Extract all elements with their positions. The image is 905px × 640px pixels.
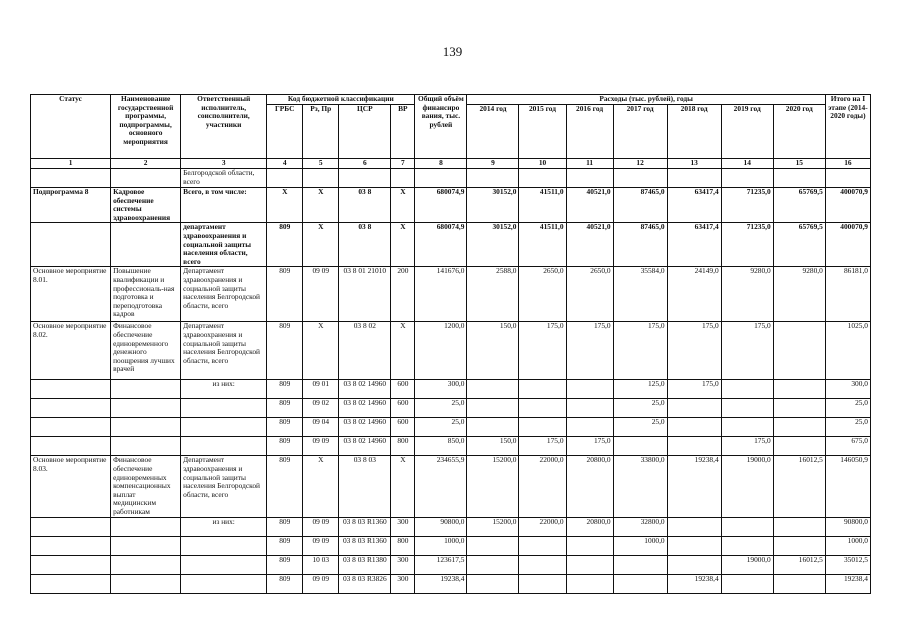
row-2014: 150,0: [467, 437, 519, 456]
row-responsible: [181, 418, 267, 437]
row-stage-total: 1025,0: [825, 322, 870, 380]
row-stage-total: 675,0: [825, 437, 870, 456]
carry-over-row: [31, 169, 871, 188]
row-2020: 16012,5: [773, 456, 825, 517]
row-2019: 175,0: [721, 437, 773, 456]
row-responsible: Департамент здравоохранения и социальной защиты населения Белгородской области, всего: [181, 456, 267, 517]
row-grbs: 809: [267, 267, 303, 322]
row-2020: [773, 380, 825, 399]
row-grbs: 809: [267, 536, 303, 555]
row-total: 25,0: [415, 399, 467, 418]
row-2016: 20800,0: [566, 517, 613, 536]
row-name: [111, 536, 181, 555]
row-2015: 22000,0: [519, 517, 566, 536]
row-grbs: 809: [267, 517, 303, 536]
row-2014: [467, 555, 519, 574]
row-2019: [721, 399, 773, 418]
row-vr: Х: [391, 456, 415, 517]
row-csr: 03 8 02 14960: [339, 437, 391, 456]
row-2016: [566, 536, 613, 555]
row-name: [111, 380, 181, 399]
row-2016: 40521,0: [566, 223, 613, 267]
column-number: 4: [267, 159, 303, 169]
header-year: 2014 год: [467, 105, 519, 159]
row-2018: 63417,4: [667, 188, 721, 223]
row-responsible: [181, 574, 267, 593]
row-2019: [721, 536, 773, 555]
row-2017: 87465,0: [613, 188, 667, 223]
row-rzpr: Х: [303, 322, 339, 380]
row-total: 300,0: [415, 380, 467, 399]
row-total: 141676,0: [415, 267, 467, 322]
header-csr: ЦСР: [339, 105, 391, 159]
row-status: [31, 574, 111, 593]
row-name: [111, 223, 181, 267]
row-csr: 03 8 03 R1380: [339, 555, 391, 574]
row-2020: [773, 517, 825, 536]
row-csr: 03 8 03: [339, 456, 391, 517]
row-name: [111, 437, 181, 456]
row-status: [31, 437, 111, 456]
row-responsible: Департамент здравоохранения и социальной защиты населения Белгородской области, всего: [181, 322, 267, 380]
table-body: [31, 169, 871, 594]
row-2018: [667, 555, 721, 574]
table-row: [31, 418, 871, 437]
row-2019: [721, 574, 773, 593]
row-grbs: 809: [267, 223, 303, 267]
column-number: 1: [31, 159, 111, 169]
row-vr: 600: [391, 380, 415, 399]
row-2017: [613, 437, 667, 456]
row-2016: 175,0: [566, 322, 613, 380]
row-name: [111, 517, 181, 536]
row-status: [31, 555, 111, 574]
table-row: [31, 267, 871, 322]
row-rzpr: 09 09: [303, 437, 339, 456]
row-responsible: из них:: [181, 517, 267, 536]
row-2017: 1000,0: [613, 536, 667, 555]
row-total: 680074,9: [415, 188, 467, 223]
row-2018: [667, 536, 721, 555]
row-status: [31, 517, 111, 536]
column-number: 3: [181, 159, 267, 169]
row-csr: 03 8 02 14960: [339, 380, 391, 399]
row-2020: [773, 437, 825, 456]
table-row: [31, 536, 871, 555]
row-2017: 32800,0: [613, 517, 667, 536]
header-year: 2016 год: [566, 105, 613, 159]
row-csr: 03 8 03 R3826: [339, 574, 391, 593]
row-stage-total: 35012,5: [825, 555, 870, 574]
row-csr: 03 8 03 R1360: [339, 536, 391, 555]
row-2015: 22000,0: [519, 456, 566, 517]
row-rzpr: 09 09: [303, 517, 339, 536]
row-rzpr: 09 04: [303, 418, 339, 437]
row-stage-total: 25,0: [825, 399, 870, 418]
row-2017: [613, 555, 667, 574]
row-2020: 65769,5: [773, 188, 825, 223]
row-2018: 63417,4: [667, 223, 721, 267]
table-row: [31, 188, 871, 223]
row-csr: 03 8 01 21010: [339, 267, 391, 322]
row-2016: [566, 380, 613, 399]
row-grbs: 809: [267, 555, 303, 574]
table-row: [31, 574, 871, 593]
row-total: 90800,0: [415, 517, 467, 536]
column-number: 10: [519, 159, 566, 169]
row-vr: 300: [391, 517, 415, 536]
row-2020: 16012,5: [773, 555, 825, 574]
row-2020: 9280,0: [773, 267, 825, 322]
header-status: Статус: [31, 95, 111, 159]
row-2017: 87465,0: [613, 223, 667, 267]
column-number: 14: [721, 159, 773, 169]
row-rzpr: Х: [303, 188, 339, 223]
row-2016: [566, 418, 613, 437]
table-row: [31, 555, 871, 574]
row-vr: 600: [391, 399, 415, 418]
row-2014: [467, 574, 519, 593]
row-responsible: из них:: [181, 380, 267, 399]
column-number: 11: [566, 159, 613, 169]
row-vr: 300: [391, 555, 415, 574]
row-2014: 30152,0: [467, 223, 519, 267]
row-responsible: Всего, в том числе:: [181, 188, 267, 223]
row-csr: 03 8: [339, 223, 391, 267]
row-2014: [467, 536, 519, 555]
row-2018: 24149,0: [667, 267, 721, 322]
row-stage-total: 19238,4: [825, 574, 870, 593]
column-number: 16: [825, 159, 870, 169]
row-vr: 800: [391, 536, 415, 555]
column-number: 9: [467, 159, 519, 169]
column-number: 7: [391, 159, 415, 169]
row-vr: Х: [391, 188, 415, 223]
row-2016: 40521,0: [566, 188, 613, 223]
row-total: 123617,5: [415, 555, 467, 574]
row-2019: 9280,0: [721, 267, 773, 322]
row-csr: 03 8: [339, 188, 391, 223]
header-budget-code: Код бюджетной классификации: [267, 95, 415, 105]
row-total: 850,0: [415, 437, 467, 456]
row-stage-total: 90800,0: [825, 517, 870, 536]
row-rzpr: 09 09: [303, 267, 339, 322]
row-2019: 71235,0: [721, 188, 773, 223]
row-2020: [773, 574, 825, 593]
row-2014: 15200,0: [467, 456, 519, 517]
row-2015: [519, 536, 566, 555]
header-total-stage: Итого на I этапе (2014-2020 годы): [825, 95, 870, 159]
row-status: Подпрограмма 8: [31, 188, 111, 223]
row-stage-total: 25,0: [825, 418, 870, 437]
row-2017: 125,0: [613, 380, 667, 399]
row-status: [31, 223, 111, 267]
row-name: [111, 574, 181, 593]
table-row: [31, 223, 871, 267]
row-2019: [721, 517, 773, 536]
row-csr: 03 8 02 14960: [339, 418, 391, 437]
row-status: [31, 418, 111, 437]
row-2017: 33800,0: [613, 456, 667, 517]
row-rzpr: 09 02: [303, 399, 339, 418]
row-2020: [773, 418, 825, 437]
row-name: Финансовое обеспечение единовременных компенсационных выплат медицинским работникам: [111, 456, 181, 517]
row-2018: [667, 437, 721, 456]
header-year: 2015 год: [519, 105, 566, 159]
budget-table: [30, 94, 871, 594]
row-2018: 175,0: [667, 322, 721, 380]
row-status: [31, 380, 111, 399]
row-2016: 175,0: [566, 437, 613, 456]
row-2016: 20800,0: [566, 456, 613, 517]
row-status: Основное мероприятие 8.02.: [31, 322, 111, 380]
row-name: [111, 555, 181, 574]
row-stage-total: 146050,9: [825, 456, 870, 517]
row-2018: [667, 418, 721, 437]
column-number: 2: [111, 159, 181, 169]
row-grbs: 809: [267, 437, 303, 456]
row-stage-total: 400070,9: [825, 223, 870, 267]
row-grbs: 809: [267, 399, 303, 418]
row-grbs: 809: [267, 380, 303, 399]
row-2017: 25,0: [613, 399, 667, 418]
header-year: 2018 год: [667, 105, 721, 159]
column-number: 5: [303, 159, 339, 169]
header-expenses: Расходы (тыс. рублей), годы: [467, 95, 825, 105]
row-grbs: Х: [267, 188, 303, 223]
row-2015: 175,0: [519, 437, 566, 456]
row-status: Основное мероприятие 8.03.: [31, 456, 111, 517]
header-year: 2017 год: [613, 105, 667, 159]
row-stage-total: 86181,0: [825, 267, 870, 322]
row-status: [31, 536, 111, 555]
row-rzpr: 10 03: [303, 555, 339, 574]
column-number: 6: [339, 159, 391, 169]
column-number: 12: [613, 159, 667, 169]
row-responsible: [181, 399, 267, 418]
row-2015: [519, 555, 566, 574]
header-name: Наименование государственной программы, подпрограммы, основного мероприятия: [111, 95, 181, 159]
row-2018: [667, 517, 721, 536]
column-number: 13: [667, 159, 721, 169]
row-status: Основное мероприятие 8.01.: [31, 267, 111, 322]
row-grbs: 809: [267, 456, 303, 517]
row-rzpr: 09 09: [303, 574, 339, 593]
table-row: [31, 437, 871, 456]
row-2018: [667, 399, 721, 418]
row-2015: [519, 399, 566, 418]
row-2018: 19238,4: [667, 574, 721, 593]
header-vr: ВР: [391, 105, 415, 159]
row-stage-total: 1000,0: [825, 536, 870, 555]
row-2019: 71235,0: [721, 223, 773, 267]
row-rzpr: Х: [303, 223, 339, 267]
row-total: 1000,0: [415, 536, 467, 555]
row-2015: 2650,0: [519, 267, 566, 322]
row-name: [111, 399, 181, 418]
row-2019: 175,0: [721, 322, 773, 380]
row-2015: [519, 574, 566, 593]
row-2014: [467, 380, 519, 399]
row-2020: [773, 399, 825, 418]
row-vr: 600: [391, 418, 415, 437]
table-row: [31, 322, 871, 380]
row-csr: 03 8 03 R1360: [339, 517, 391, 536]
column-number-row: [31, 159, 871, 169]
row-2016: [566, 555, 613, 574]
row-stage-total: 400070,9: [825, 188, 870, 223]
row-2020: [773, 536, 825, 555]
row-2020: [773, 322, 825, 380]
row-2016: [566, 399, 613, 418]
row-name: Повышение квалификации и профессиональ-ная подготовка и переподготовка кадров: [111, 267, 181, 322]
row-2015: 41511,0: [519, 188, 566, 223]
row-responsible: департамент здравоохранения и социальной защиты населения области, всего: [181, 223, 267, 267]
row-total: 1200,0: [415, 322, 467, 380]
row-2018: 19238,4: [667, 456, 721, 517]
header-total-volume: Общий объём финансиро вания, тыс. рублей: [415, 95, 467, 159]
row-2017: 175,0: [613, 322, 667, 380]
header-responsible: Ответственный исполнитель, соисполнители, участники: [181, 95, 267, 159]
row-total: 19238,4: [415, 574, 467, 593]
row-2019: [721, 380, 773, 399]
row-total: 680074,9: [415, 223, 467, 267]
row-2019: 19000,0: [721, 456, 773, 517]
row-2015: 41511,0: [519, 223, 566, 267]
table-row: [31, 456, 871, 517]
row-total: 234655,9: [415, 456, 467, 517]
row-rzpr: 09 09: [303, 536, 339, 555]
header-year: 2020 год: [773, 105, 825, 159]
row-2016: [566, 574, 613, 593]
column-number: 8: [415, 159, 467, 169]
row-responsible: [181, 536, 267, 555]
row-2014: 2588,0: [467, 267, 519, 322]
column-number: 15: [773, 159, 825, 169]
page-number: 139: [442, 44, 463, 59]
row-2014: 150,0: [467, 322, 519, 380]
row-grbs: 809: [267, 418, 303, 437]
row-2019: 19000,0: [721, 555, 773, 574]
table-row: [31, 380, 871, 399]
row-responsible: [181, 437, 267, 456]
row-vr: 200: [391, 267, 415, 322]
table-row: [31, 517, 871, 536]
row-2017: 35584,0: [613, 267, 667, 322]
row-rzpr: Х: [303, 456, 339, 517]
row-2014: 30152,0: [467, 188, 519, 223]
header-rzpr: Рз, Пр: [303, 105, 339, 159]
row-2019: [721, 418, 773, 437]
row-rzpr: 09 01: [303, 380, 339, 399]
row-2017: 25,0: [613, 418, 667, 437]
row-2016: 2650,0: [566, 267, 613, 322]
row-2018: 175,0: [667, 380, 721, 399]
header-year: 2019 год: [721, 105, 773, 159]
row-responsible: Департамент здравоохранения и социальной защиты населения Белгородской области, всего: [181, 267, 267, 322]
row-stage-total: 300,0: [825, 380, 870, 399]
row-vr: Х: [391, 322, 415, 380]
row-vr: 300: [391, 574, 415, 593]
row-2014: [467, 418, 519, 437]
row-grbs: 809: [267, 322, 303, 380]
row-2014: [467, 399, 519, 418]
row-2017: [613, 574, 667, 593]
row-name: Финансовое обеспечение единовременного денежного поощрения лучших врачей: [111, 322, 181, 380]
header-grbs: ГРБС: [267, 105, 303, 159]
row-2014: 15200,0: [467, 517, 519, 536]
row-name: Кадровое обеспечение системы здравоохранения: [111, 188, 181, 223]
row-vr: 800: [391, 437, 415, 456]
row-2015: [519, 380, 566, 399]
row-responsible: [181, 555, 267, 574]
carry-over-text: Белгородской области, всего: [181, 169, 267, 188]
table-row: [31, 399, 871, 418]
row-grbs: 809: [267, 574, 303, 593]
row-2015: 175,0: [519, 322, 566, 380]
row-2020: 65769,5: [773, 223, 825, 267]
row-csr: 03 8 02: [339, 322, 391, 380]
row-name: [111, 418, 181, 437]
row-csr: 03 8 02 14960: [339, 399, 391, 418]
row-total: 25,0: [415, 418, 467, 437]
row-status: [31, 399, 111, 418]
row-2015: [519, 418, 566, 437]
row-vr: Х: [391, 223, 415, 267]
